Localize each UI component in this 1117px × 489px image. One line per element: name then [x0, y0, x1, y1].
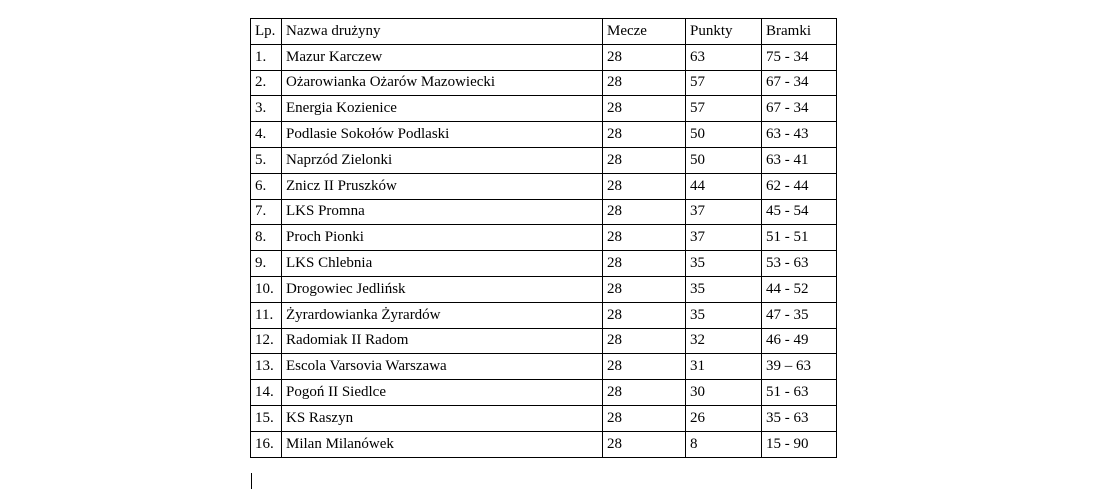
table-header-row — [251, 19, 837, 45]
cell-matches: 28 — [603, 251, 686, 277]
league-standings-table — [250, 18, 837, 458]
table-row — [251, 173, 837, 199]
cell-goals: 53 - 63 — [762, 251, 837, 277]
cell-points: 57 — [686, 96, 762, 122]
cell-goals: 63 - 43 — [762, 122, 837, 148]
table-row — [251, 147, 837, 173]
cell-lp: 13. — [251, 354, 282, 380]
cell-team-name: Escola Varsovia Warszawa — [282, 354, 603, 380]
cell-points: 63 — [686, 44, 762, 70]
cell-lp: 8. — [251, 225, 282, 251]
cell-lp: 2. — [251, 70, 282, 96]
cell-matches: 28 — [603, 44, 686, 70]
header-goals: Bramki — [762, 19, 837, 45]
table-row — [251, 354, 837, 380]
cell-team-name: Pogoń II Siedlce — [282, 380, 603, 406]
cell-matches: 28 — [603, 147, 686, 173]
cell-points: 31 — [686, 354, 762, 380]
cell-lp: 3. — [251, 96, 282, 122]
header-lp: Lp. — [251, 19, 282, 45]
cell-matches: 28 — [603, 70, 686, 96]
table-row — [251, 44, 837, 70]
cell-matches: 28 — [603, 328, 686, 354]
cell-points: 57 — [686, 70, 762, 96]
cell-goals: 45 - 54 — [762, 199, 837, 225]
cell-matches: 28 — [603, 354, 686, 380]
cell-team-name: LKS Promna — [282, 199, 603, 225]
cell-team-name: Mazur Karczew — [282, 44, 603, 70]
cell-matches: 28 — [603, 225, 686, 251]
cell-lp: 7. — [251, 199, 282, 225]
table-row — [251, 380, 837, 406]
cell-goals: 67 - 34 — [762, 96, 837, 122]
cell-goals: 75 - 34 — [762, 44, 837, 70]
cell-team-name: KS Raszyn — [282, 405, 603, 431]
cell-points: 30 — [686, 380, 762, 406]
cell-points: 35 — [686, 276, 762, 302]
cell-goals: 67 - 34 — [762, 70, 837, 96]
table-row — [251, 96, 837, 122]
cell-team-name: Naprzód Zielonki — [282, 147, 603, 173]
cell-team-name: Ożarowianka Ożarów Mazowiecki — [282, 70, 603, 96]
table-row — [251, 328, 837, 354]
cell-matches: 28 — [603, 173, 686, 199]
cell-points: 26 — [686, 405, 762, 431]
cell-goals: 39 – 63 — [762, 354, 837, 380]
cell-points: 37 — [686, 225, 762, 251]
cell-lp: 4. — [251, 122, 282, 148]
table-row — [251, 251, 837, 277]
cell-team-name: Radomiak II Radom — [282, 328, 603, 354]
cell-team-name: LKS Chlebnia — [282, 251, 603, 277]
cell-team-name: Milan Milanówek — [282, 431, 603, 457]
cell-matches: 28 — [603, 122, 686, 148]
cell-points: 35 — [686, 251, 762, 277]
cell-points: 44 — [686, 173, 762, 199]
header-team-name: Nazwa drużyny — [282, 19, 603, 45]
table-row — [251, 199, 837, 225]
table-row — [251, 431, 837, 457]
cell-lp: 10. — [251, 276, 282, 302]
table-row — [251, 70, 837, 96]
cell-team-name: Energia Kozienice — [282, 96, 603, 122]
cell-points: 50 — [686, 147, 762, 173]
cell-lp: 15. — [251, 405, 282, 431]
cell-goals: 51 - 63 — [762, 380, 837, 406]
text-cursor — [251, 473, 252, 489]
cell-goals: 46 - 49 — [762, 328, 837, 354]
cell-lp: 14. — [251, 380, 282, 406]
cell-lp: 1. — [251, 44, 282, 70]
cell-team-name: Drogowiec Jedlińsk — [282, 276, 603, 302]
cell-lp: 9. — [251, 251, 282, 277]
cell-lp: 12. — [251, 328, 282, 354]
cell-goals: 63 - 41 — [762, 147, 837, 173]
cell-matches: 28 — [603, 199, 686, 225]
cell-matches: 28 — [603, 276, 686, 302]
cell-team-name: Proch Pionki — [282, 225, 603, 251]
table-row — [251, 225, 837, 251]
cell-lp: 6. — [251, 173, 282, 199]
cell-goals: 35 - 63 — [762, 405, 837, 431]
cell-team-name: Podlasie Sokołów Podlaski — [282, 122, 603, 148]
cell-lp: 5. — [251, 147, 282, 173]
cell-matches: 28 — [603, 96, 686, 122]
cell-points: 32 — [686, 328, 762, 354]
cell-points: 37 — [686, 199, 762, 225]
table-row — [251, 405, 837, 431]
cell-goals: 51 - 51 — [762, 225, 837, 251]
cell-matches: 28 — [603, 380, 686, 406]
cell-matches: 28 — [603, 302, 686, 328]
cell-points: 35 — [686, 302, 762, 328]
cell-goals: 62 - 44 — [762, 173, 837, 199]
cell-points: 8 — [686, 431, 762, 457]
table-row — [251, 302, 837, 328]
table-row — [251, 122, 837, 148]
cell-lp: 16. — [251, 431, 282, 457]
cell-matches: 28 — [603, 405, 686, 431]
cell-lp: 11. — [251, 302, 282, 328]
cell-team-name: Znicz II Pruszków — [282, 173, 603, 199]
cell-goals: 47 - 35 — [762, 302, 837, 328]
cell-goals: 44 - 52 — [762, 276, 837, 302]
cell-matches: 28 — [603, 431, 686, 457]
table-row — [251, 276, 837, 302]
cell-points: 50 — [686, 122, 762, 148]
cell-goals: 15 - 90 — [762, 431, 837, 457]
cell-team-name: Żyrardowianka Żyrardów — [282, 302, 603, 328]
header-points: Punkty — [686, 19, 762, 45]
table-body — [251, 44, 837, 457]
header-matches: Mecze — [603, 19, 686, 45]
